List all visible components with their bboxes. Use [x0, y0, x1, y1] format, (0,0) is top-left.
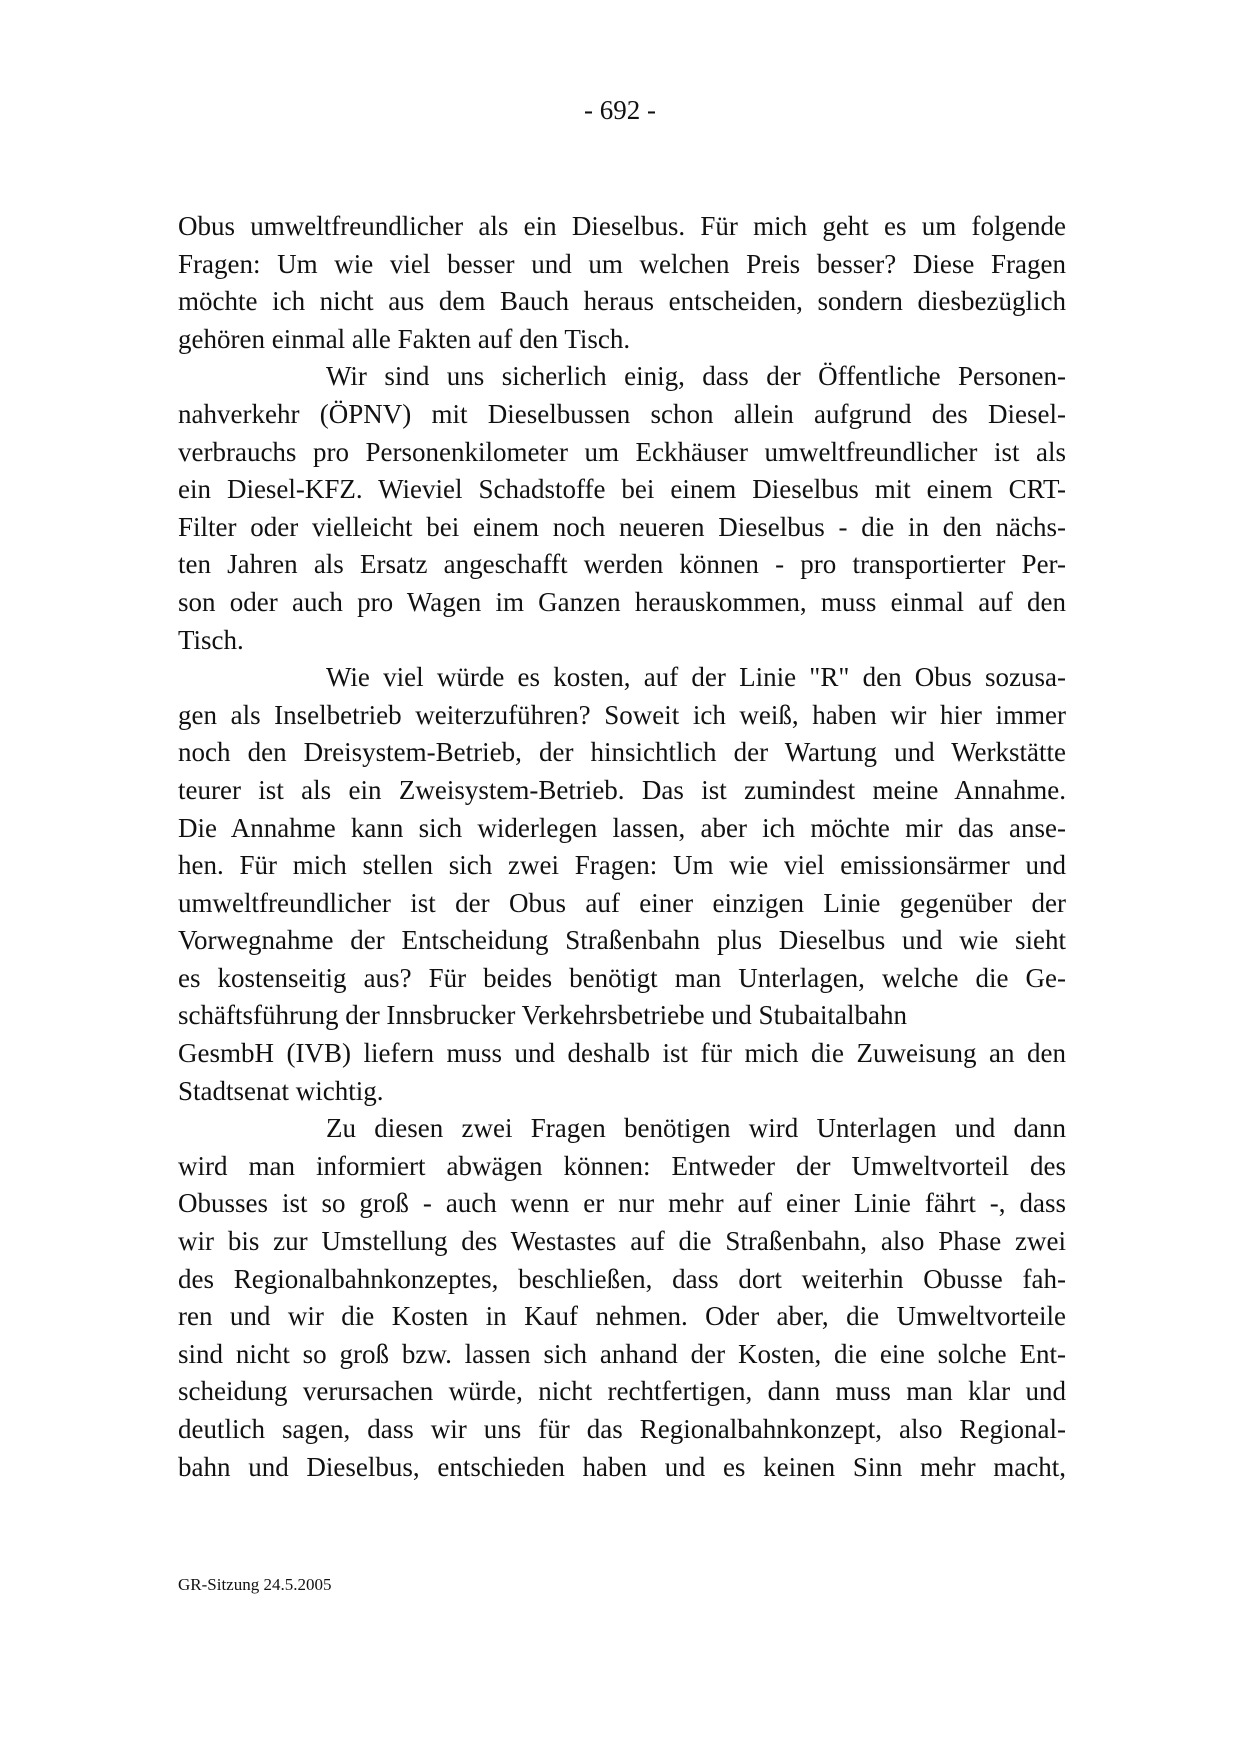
text-line: des Regionalbahnkonzeptes, beschließen, dass dort weiterhin Obusse fah-	[178, 1263, 1066, 1294]
text-line: es kostenseitig aus? Für beides benötigt man Unterlagen, welche die Ge-	[178, 962, 1066, 993]
text-line: verbrauchs pro Personenkilometer um Eckhäuser umweltfreundlicher ist als	[178, 436, 1066, 467]
text-line: Wir sind uns sicherlich einig, dass der Öffentliche Personen-	[326, 361, 1066, 392]
text-line: Tisch.	[178, 624, 244, 655]
page-number: - 692 -	[584, 95, 656, 125]
text-line: hen. Für mich stellen sich zwei Fragen: Um wie viel emissionsärmer und	[178, 850, 1066, 881]
text-line: Wie viel würde es kosten, auf der Linie "R" den Obus sozusa-	[326, 662, 1066, 693]
paragraph	[178, 659, 1066, 1110]
document-body	[178, 208, 1066, 1486]
text-line: Obus umweltfreundlicher als ein Dieselbus. Für mich geht es um folgende	[178, 211, 1066, 241]
text-line: ten Jahren als Ersatz angeschafft werden können - pro transportierter Per-	[178, 549, 1066, 580]
text-line: Obusses ist so groß - auch wenn er nur mehr auf einer Linie fährt -, dass	[178, 1188, 1066, 1219]
page-footer: GR-Sitzung 24.5.2005	[178, 1575, 332, 1594]
text-line: Vorwegnahme der Entscheidung Straßenbahn plus Dieselbus und wie sieht	[178, 925, 1066, 956]
text-line: nahverkehr (ÖPNV) mit Dieselbussen schon allein aufgrund des Diesel-	[178, 398, 1066, 429]
text-line: teurer ist als ein Zweisystem-Betrieb. Das ist zumindest meine Annahme.	[178, 774, 1066, 805]
text-line: möchte ich nicht aus dem Bauch heraus entscheiden, sondern diesbezüglich	[178, 286, 1066, 317]
text-line: Stadtsenat wichtig.	[178, 1075, 384, 1106]
text-line: sind nicht so groß bzw. lassen sich anhand der Kosten, die eine solche Ent-	[178, 1338, 1066, 1369]
text-line: GesmbH (IVB) liefern muss und deshalb ist für mich die Zuweisung an den	[178, 1038, 1066, 1069]
text-line: gen als Inselbetrieb weiterzuführen? Soweit ich weiß, haben wir hier immer	[178, 699, 1066, 730]
text-line: wird man informiert abwägen können: Entweder der Umweltvorteil des	[178, 1150, 1066, 1181]
text-line: bahn und Dieselbus, entschieden haben und es keinen Sinn mehr macht,	[178, 1451, 1066, 1482]
text-line: umweltfreundlicher ist der Obus auf einer einzigen Linie gegenüber der	[178, 887, 1066, 918]
text-line: schäftsführung der Innsbrucker Verkehrsbetriebe und Stubaitalbahn	[178, 1000, 908, 1031]
paragraph	[178, 1110, 1066, 1486]
text-line: ein Diesel-KFZ. Wieviel Schadstoffe bei einem Dieselbus mit einem CRT-	[178, 474, 1066, 505]
text-line: Fragen: Um wie viel besser und um welchen Preis besser? Diese Fragen	[178, 248, 1066, 279]
text-line: son oder auch pro Wagen im Ganzen herauskommen, muss einmal auf den	[178, 586, 1066, 617]
text-line: Zu diesen zwei Fragen benötigen wird Unterlagen und dann	[326, 1113, 1066, 1144]
paragraph	[178, 358, 1066, 659]
paragraph	[178, 208, 1066, 358]
text-line: wir bis zur Umstellung des Westastes auf die Straßenbahn, also Phase zwei	[178, 1226, 1066, 1257]
text-line: ren und wir die Kosten in Kauf nehmen. Oder aber, die Umweltvorteile	[178, 1301, 1066, 1332]
text-line: deutlich sagen, dass wir uns für das Regionalbahnkonzept, also Regional-	[178, 1414, 1066, 1444]
text-line: gehören einmal alle Fakten auf den Tisch.	[178, 323, 631, 354]
text-line: Filter oder vielleicht bei einem noch neueren Dieselbus - die in den nächs-	[178, 511, 1066, 542]
text-line: Die Annahme kann sich widerlegen lassen, aber ich möchte mir das anse-	[178, 812, 1066, 843]
text-line: noch den Dreisystem-Betrieb, der hinsichtlich der Wartung und Werkstätte	[178, 737, 1066, 768]
text-line: scheidung verursachen würde, nicht rechtfertigen, dann muss man klar und	[178, 1376, 1066, 1407]
